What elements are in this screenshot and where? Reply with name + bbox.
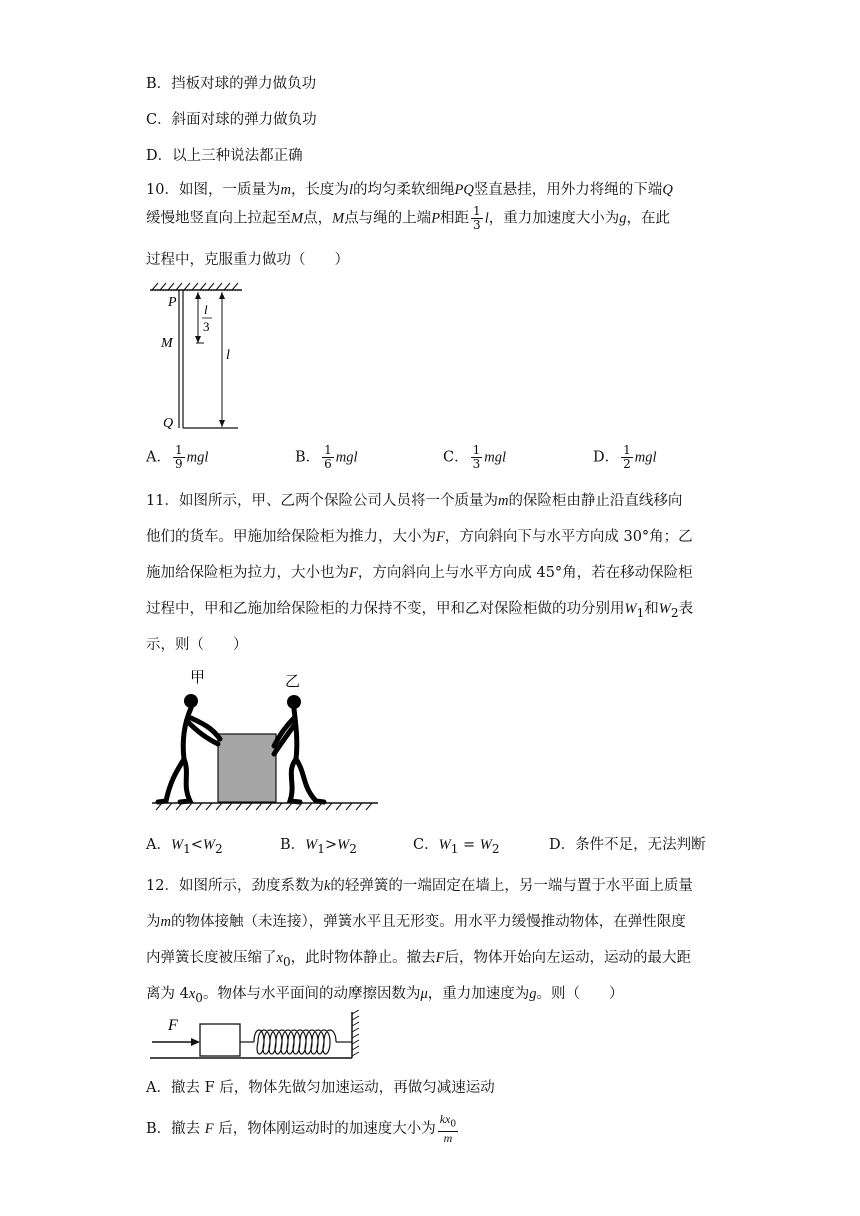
q12-option-b: B．撤去 F 后，物体刚运动时的加速度大小为 $\frac{kx_0}{m}$ <box>146 1112 457 1146</box>
spring-figure <box>146 1010 366 1068</box>
q11-line3: 施加给保险柜为拉力，大小也为F，方向斜向上与水平方向成 45°角，若在移动保险柜 <box>146 565 693 581</box>
q11-line1: 11．如图所示，甲、乙两个保险公司人员将一个质量为m的保险柜由静止沿直线移向 <box>146 493 683 509</box>
label-3-den: 3 <box>203 319 210 334</box>
option-d-prev: D．以上三种说法都正确 <box>146 148 303 164</box>
q11-line4: 过程中，甲和乙施加给保险柜的力保持不变，甲和乙对保险柜做的功分别用$W_1$和$W_2$表 <box>146 601 694 620</box>
spring <box>254 1030 336 1054</box>
rope-figure <box>146 280 246 436</box>
label-Q: Q <box>163 416 174 431</box>
label-yi: 乙 <box>285 674 301 690</box>
safe-box <box>218 734 276 802</box>
label-jia: 甲 <box>190 670 206 686</box>
q10-option-a: A． $\frac{1}{9}$ mgl <box>146 443 209 471</box>
option-b-prev: B．挡板对球的弹力做负功 <box>146 76 317 92</box>
label-l-num: l <box>204 302 208 317</box>
fraction-kx0-m: $\frac{kx_0}{m}$ <box>439 1112 457 1146</box>
label-l: l <box>226 348 230 363</box>
q10-option-c: C． $\frac{1}{3}$ mgl <box>443 443 506 471</box>
q11-option-d: D．条件不足，无法判断 <box>549 837 706 853</box>
q12-line4: 离为 $4x_0$。物体与水平面间的动摩擦因数为μ，重力加速度为g。则（ ） <box>146 986 624 1005</box>
q11-line2: 他们的货车。甲施加给保险柜为推力，大小为F，方向斜向下与水平方向成 30°角；乙 <box>146 529 693 545</box>
q10-line1: 10．如图，一质量为m，长度为l的均匀柔软细绳PQ竖直悬挂，用外力将绳的下端Q <box>146 182 673 198</box>
q12-line1: 12．如图所示，劲度系数为k的轻弹簧的一端固定在墙上，另一端与置于水平面上质量 <box>146 878 693 894</box>
block <box>200 1024 240 1056</box>
label-M: M <box>161 336 173 351</box>
q11-option-a: A．$W_1<W_2$ <box>146 837 223 856</box>
option-c-prev: C．斜面对球的弹力做负功 <box>146 112 317 128</box>
q11-line5: 示，则（ ） <box>146 637 248 653</box>
fraction-one-third: $\frac{1}{3}$ <box>473 204 481 232</box>
q12-line3: 内弹簧长度被压缩了$x_0$，此时物体静止。撤去F后，物体开始向左运动，运动的最大距 <box>146 950 691 969</box>
q10-line3: 过程中，克服重力做功（ ） <box>146 252 349 268</box>
label-F: F <box>168 1017 178 1034</box>
q11-option-b: B．$W_1>W_2$ <box>280 837 357 856</box>
q10-option-d: D． $\frac{1}{2}$ mgl <box>593 443 657 471</box>
q10-line2: 缓慢地竖直向上拉起至M点，M点与绳的上端P相距 $\frac{1}{3}$ l，重力加速度大小为g，在此 <box>146 204 670 232</box>
q11-option-c: C．$W_1 = W_2$ <box>413 837 500 856</box>
label-P: P <box>168 295 177 310</box>
q12-line2: 为m的物体接触（未连接），弹簧水平且无形变。用水平力缓慢推动物体，在弹性限度 <box>146 914 686 930</box>
safe-figure <box>146 664 386 814</box>
q12-option-a: A．撤去 F 后，物体先做匀加速运动，再做匀减速运动 <box>146 1080 495 1096</box>
q10-option-b: B． $\frac{1}{6}$ mgl <box>295 443 358 471</box>
